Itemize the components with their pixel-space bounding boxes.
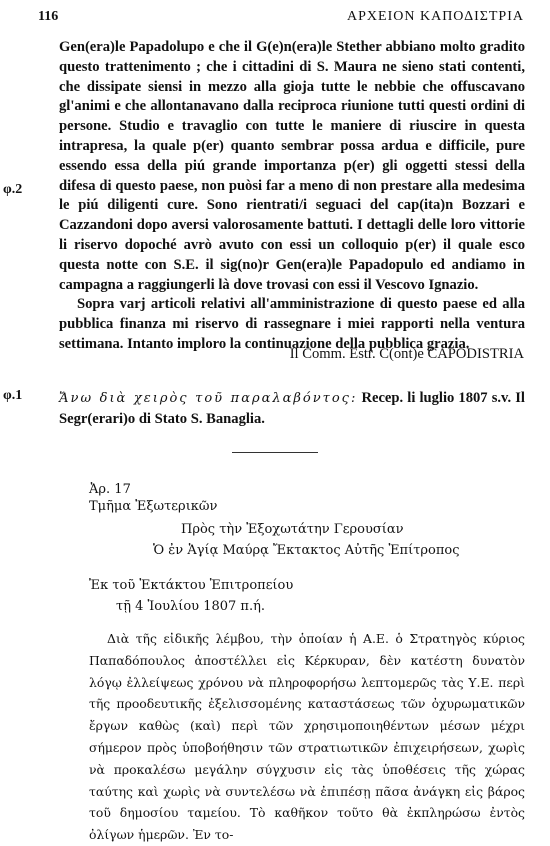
receipt-note-latin: Recep. li luglio 1807 s.v. Il Segr(erari)o di Stato S. Banaglia. bbox=[59, 390, 525, 427]
running-title: ΑΡΧΕΙΟΝ ΚΑΠΟΔΙΣΤΡΙΑ bbox=[347, 9, 524, 24]
greek-letter-body: Διὰ τῆς εἰδικῆς λέμβου, τὴν ὁποίαν ἡ Α.Ε. ὁ Στρατηγὸς κύριος Παπαδόπουλος ἀποστέλλει εἰς Κέρκυραν, δὲν κατέστη δυνατὸν λόγῳ ἐλλείψεως χρόνου νὰ πληροφορήσω λεπτομερῶς τὰς Υ.Ε. περὶ τῆς προοδευτικῆς ἐξελισσομένης καταστάσεως τῶν ὀχυρωματικῶν ἔργων καθὼς (καὶ) περὶ τῶν χρησιμοποιηθέντων μέσων μέχρι σήμερον πρὸς ὑποβοήθησιν τῶν στρατιωτικῶν ἐπιχειρήσεων, χωρὶς νὰ προκαλέσω μεγάλην σύγχυσιν εἰς τὰς ὑποθέσεις τῆς χώρας ταύτης καὶ χωρὶς νὰ συντελέσω νὰ ἐπιπέσῃ πᾶσα ἀνάγκη εἰς βάρος τοῦ δημοσίου ταμείου. Τὸ καθῆκον τοῦτο θὰ ἐκπληρώσω ἐντὸς ὀλίγων ἡμερῶν. Ἐν το- bbox=[89, 631, 525, 843]
margin-note-folio-1: φ.1 bbox=[3, 388, 23, 403]
letter-paragraph-2: Sopra varj articoli relativi all'amministrazione di questo paese ed alla pubblica finanza mi riservo di rassegnare i miei rapporti nella ventura settimana. Intanto imploro la continuazione della pubblica grazia. bbox=[59, 296, 525, 352]
addressee-line-1: Πρὸς τὴν Ἐξοχωτάτην Γερουσίαν bbox=[181, 522, 404, 537]
section-divider bbox=[232, 452, 318, 453]
receipt-note bbox=[59, 388, 525, 429]
receipt-note-greek: Ἄνω διὰ χειρὸς τοῦ παραλαβόντος: bbox=[59, 391, 358, 406]
margin-note-folio-2: φ.2 bbox=[3, 182, 23, 197]
document-number: Ἀρ. 17 bbox=[89, 482, 131, 497]
letter-paragraph-1: Gen(era)le Papadolupo e che il G(e)n(era)le Stether abbiano molto gradito questo trattenimento ; che i cittadini di S. Maura ne sieno stati contenti, che dissipate siensi in mezzo alla gioja tutte le nebbie che offuscavano gl'animi e che allontanavano dalla reciproca riunione tutti questi ordini di persone. Studio e travaglio con tutte le maniere di riuscire in questa intrapresa, la quale p(er) quanto sembrar possa ardua e difficile, pure essendo essa della piú grande importanza p(er) gli oggetti stessi della difesa di questo paese, non puòsi far a meno di non prestare alla medesima le piú diligenti cure. Sono rientrati/i seguaci del cap(ita)n Bozzari e Cazzandoni dopo aversi valorosamente battuti. I dettagli delle loro vittorie li riservo dopoché avrò avuto con essi un colloquio p(er) il quale esco questa notte con S.E. il sig(no)r Gen(era)le Papadopulo ed andiamo in campagna a raggiungerli là dove trovasi con essi il Vescovo Ignazio. bbox=[59, 39, 525, 293]
page-header bbox=[38, 9, 524, 29]
italian-letter-body bbox=[59, 38, 525, 355]
page-number: 116 bbox=[38, 9, 59, 24]
sender-line-1: Ἐκ τοῦ Ἐκτάκτου Ἐπιτροπείου bbox=[89, 578, 294, 593]
letter-signature: Il Comm. Estr. C(ont)e CAPODISTRIA bbox=[289, 346, 524, 362]
department-label: Τμῆμα Ἐξωτερικῶν bbox=[89, 499, 218, 514]
sender-date-line: τῇ 4 Ἰουλίου 1807 π.ή. bbox=[116, 599, 266, 614]
addressee-line-2: Ὁ ἐν Ἁγίᾳ Μαύρᾳ Ἔκτακτος Αὐτῆς Ἐπίτροπος bbox=[153, 543, 460, 558]
